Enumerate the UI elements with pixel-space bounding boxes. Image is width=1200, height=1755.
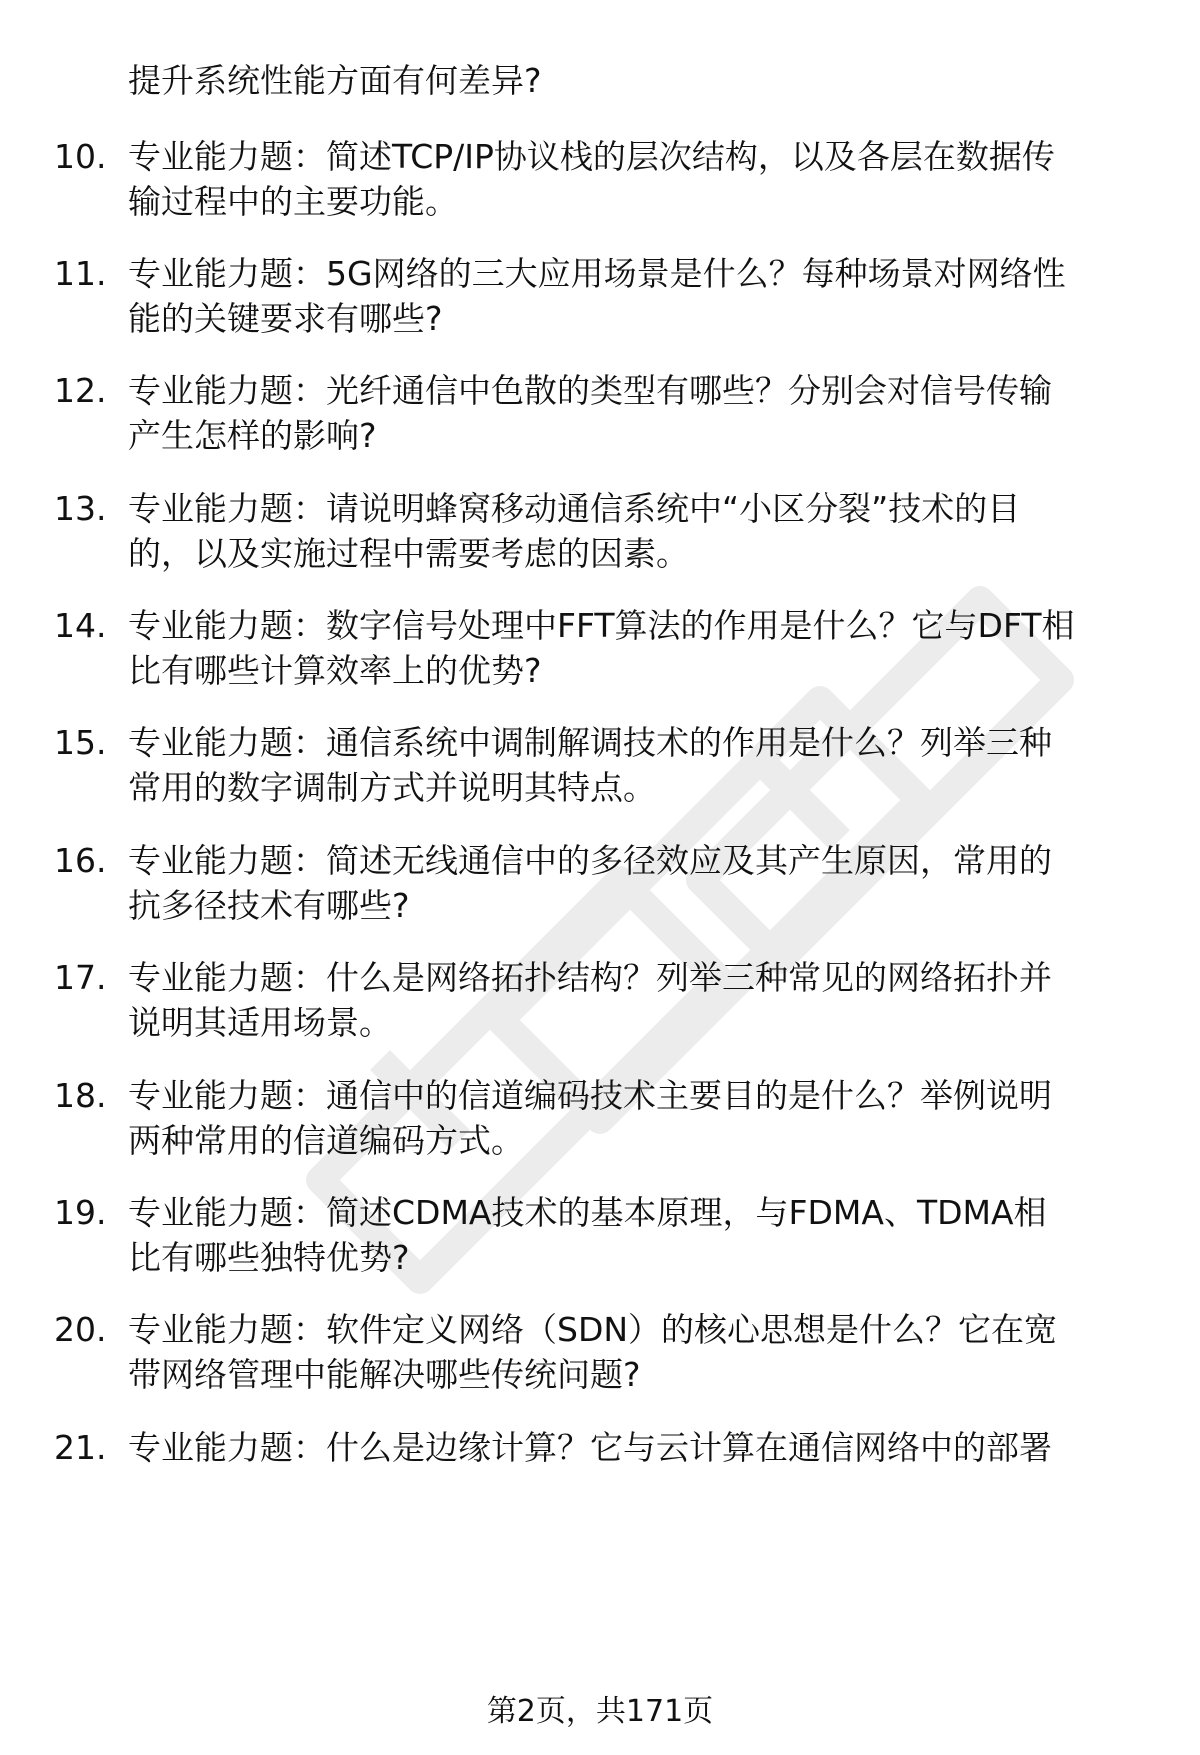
item-line: 的，以及实施过程中需要考虑的因素。 [128,534,689,573]
page-footer: 第2页，共171页 [486,1694,714,1729]
item-line: 能的关键要求有哪些? [128,299,443,338]
item-number: 10. [54,137,107,176]
item-line: 专业能力题：软件定义网络（SDN）的核心思想是什么？它在宽 [128,1310,1058,1349]
item-text [128,1190,1168,1280]
item-text [128,368,1168,458]
item-line: 带网络管理中能解决哪些传统问题? [128,1355,641,1394]
item-line: 常用的数字调制方式并说明其特点。 [128,768,656,807]
item-line: 输过程中的主要功能。 [128,182,458,221]
item-number: 12. [54,371,107,410]
item-text [128,251,1168,341]
item-number: 14. [54,606,107,645]
item-number: 18. [54,1076,107,1115]
item-line: 专业能力题：通信中的信道编码技术主要目的是什么？举例说明 [128,1076,1052,1115]
continuation-line: 提升系统性能方面有何差异? [128,61,542,100]
item-number: 13. [54,489,107,528]
item-text [128,134,1168,224]
item-line: 专业能力题：简述TCP/IP协议栈的层次结构，以及各层在数据传 [128,137,1055,176]
item-number: 20. [54,1310,107,1349]
item-text [128,955,1168,1045]
item-line: 专业能力题：简述无线通信中的多径效应及其产生原因，常用的 [128,841,1052,880]
item-text [128,838,1168,928]
item-line: 专业能力题：什么是边缘计算？它与云计算在通信网络中的部署 [128,1428,1052,1467]
item-line: 专业能力题：请说明蜂窝移动通信系统中“小区分裂”技术的目 [128,489,1021,528]
item-text [128,1307,1168,1397]
item-text [128,603,1168,693]
item-line: 两种常用的信道编码方式。 [128,1121,524,1160]
item-line: 专业能力题：光纤通信中色散的类型有哪些？分别会对信号传输 [128,371,1052,410]
item-line: 抗多径技术有哪些? [128,886,410,925]
item-line: 专业能力题：通信系统中调制解调技术的作用是什么？列举三种 [128,723,1052,762]
item-line: 说明其适用场景。 [128,1003,392,1042]
item-line: 专业能力题：数字信号处理中FFT算法的作用是什么？它与DFT相 [128,606,1075,645]
item-text [128,486,1168,576]
item-text [128,720,1168,810]
item-line: 专业能力题：什么是网络拓扑结构？列举三种常见的网络拓扑并 [128,958,1052,997]
item-line: 比有哪些计算效率上的优势? [128,651,542,690]
item-number: 11. [54,254,107,293]
item-text [128,1073,1168,1163]
item-text [128,1425,1168,1470]
item-number: 19. [54,1193,107,1232]
item-line: 产生怎样的影响? [128,416,377,455]
item-number: 21. [54,1428,107,1467]
item-line: 专业能力题：5G网络的三大应用场景是什么？每种场景对网络性 [128,254,1066,293]
item-number: 17. [54,958,107,997]
item-line: 专业能力题：简述CDMA技术的基本原理，与FDMA、TDMA相 [128,1193,1047,1232]
item-number: 15. [54,723,107,762]
item-number: 16. [54,841,107,880]
item-line: 比有哪些独特优势? [128,1238,410,1277]
